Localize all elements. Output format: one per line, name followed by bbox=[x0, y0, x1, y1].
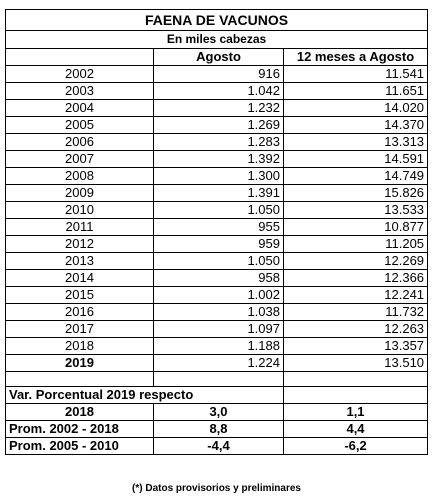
data-table bbox=[5, 9, 428, 455]
year-cell: 2005 bbox=[6, 117, 154, 134]
agosto-cell: 1.224 bbox=[154, 355, 284, 372]
doce-meses-cell: 12.269 bbox=[284, 253, 428, 270]
table-title: FAENA DE VACUNOS bbox=[6, 10, 428, 31]
doce-meses-cell: 13.533 bbox=[284, 202, 428, 219]
variation-doce-meses: 1,1 bbox=[284, 404, 428, 421]
year-cell: 2006 bbox=[6, 134, 154, 151]
table-row bbox=[6, 83, 428, 100]
variation-doce-meses: -6,2 bbox=[284, 438, 428, 455]
year-cell: 2019 bbox=[6, 355, 154, 372]
variation-heading: Var. Porcentual 2019 respecto bbox=[6, 387, 284, 404]
empty-cell bbox=[6, 372, 154, 387]
table-row bbox=[6, 185, 428, 202]
year-cell: 2018 bbox=[6, 338, 154, 355]
table-subtitle: En miles cabezas bbox=[6, 31, 428, 49]
agosto-cell: 958 bbox=[154, 270, 284, 287]
variation-doce-meses: 4,4 bbox=[284, 421, 428, 438]
header-blank bbox=[6, 49, 154, 66]
doce-meses-cell: 12.366 bbox=[284, 270, 428, 287]
year-cell: 2017 bbox=[6, 321, 154, 338]
agosto-cell: 959 bbox=[154, 236, 284, 253]
variation-agosto: -4,4 bbox=[154, 438, 284, 455]
empty-cell bbox=[284, 387, 428, 404]
doce-meses-cell: 13.313 bbox=[284, 134, 428, 151]
doce-meses-cell: 11.651 bbox=[284, 83, 428, 100]
table-row bbox=[6, 66, 428, 83]
doce-meses-cell: 11.205 bbox=[284, 236, 428, 253]
agosto-cell: 1.300 bbox=[154, 168, 284, 185]
livestock-slaughter-table bbox=[5, 9, 427, 455]
agosto-cell: 1.050 bbox=[154, 202, 284, 219]
table-row bbox=[6, 236, 428, 253]
agosto-cell: 916 bbox=[154, 66, 284, 83]
doce-meses-cell: 10.877 bbox=[284, 219, 428, 236]
year-cell: 2003 bbox=[6, 83, 154, 100]
doce-meses-cell: 14.370 bbox=[284, 117, 428, 134]
table-row bbox=[6, 168, 428, 185]
agosto-cell: 1.392 bbox=[154, 151, 284, 168]
variation-label: Prom. 2002 - 2018 bbox=[6, 421, 154, 438]
footnote: (*) Datos provisorios y preliminares bbox=[132, 483, 301, 494]
variation-row bbox=[6, 438, 428, 455]
table-row bbox=[6, 134, 428, 151]
table-row bbox=[6, 355, 428, 372]
variation-label: Prom. 2005 - 2010 bbox=[6, 438, 154, 455]
table-row bbox=[6, 253, 428, 270]
table-row bbox=[6, 219, 428, 236]
year-cell: 2016 bbox=[6, 304, 154, 321]
doce-meses-cell: 14.591 bbox=[284, 151, 428, 168]
agosto-cell: 1.042 bbox=[154, 83, 284, 100]
table-row bbox=[6, 304, 428, 321]
table-row bbox=[6, 321, 428, 338]
doce-meses-cell: 11.541 bbox=[284, 66, 428, 83]
title-row bbox=[6, 10, 428, 31]
header-row bbox=[6, 49, 428, 66]
agosto-cell: 1.269 bbox=[154, 117, 284, 134]
header-agosto: Agosto bbox=[154, 49, 284, 66]
doce-meses-cell: 14.749 bbox=[284, 168, 428, 185]
table-row bbox=[6, 338, 428, 355]
variation-label: 2018 bbox=[6, 404, 154, 421]
spacer-row bbox=[6, 372, 428, 387]
header-12-meses: 12 meses a Agosto bbox=[284, 49, 428, 66]
year-cell: 2002 bbox=[6, 66, 154, 83]
year-cell: 2008 bbox=[6, 168, 154, 185]
variation-agosto: 8,8 bbox=[154, 421, 284, 438]
agosto-cell: 1.097 bbox=[154, 321, 284, 338]
doce-meses-cell: 14.020 bbox=[284, 100, 428, 117]
table-row bbox=[6, 270, 428, 287]
year-cell: 2015 bbox=[6, 287, 154, 304]
doce-meses-cell: 13.357 bbox=[284, 338, 428, 355]
variation-row bbox=[6, 421, 428, 438]
table-row bbox=[6, 202, 428, 219]
agosto-cell: 1.232 bbox=[154, 100, 284, 117]
table-row bbox=[6, 117, 428, 134]
doce-meses-cell: 13.510 bbox=[284, 355, 428, 372]
variation-agosto: 3,0 bbox=[154, 404, 284, 421]
year-cell: 2014 bbox=[6, 270, 154, 287]
table-row bbox=[6, 287, 428, 304]
agosto-cell: 1.188 bbox=[154, 338, 284, 355]
year-cell: 2004 bbox=[6, 100, 154, 117]
year-cell: 2009 bbox=[6, 185, 154, 202]
doce-meses-cell: 11.732 bbox=[284, 304, 428, 321]
doce-meses-cell: 12.241 bbox=[284, 287, 428, 304]
year-cell: 2013 bbox=[6, 253, 154, 270]
agosto-cell: 955 bbox=[154, 219, 284, 236]
year-cell: 2012 bbox=[6, 236, 154, 253]
agosto-cell: 1.038 bbox=[154, 304, 284, 321]
year-cell: 2010 bbox=[6, 202, 154, 219]
doce-meses-cell: 12.263 bbox=[284, 321, 428, 338]
year-cell: 2007 bbox=[6, 151, 154, 168]
variation-heading-row bbox=[6, 387, 428, 404]
subtitle-row bbox=[6, 31, 428, 49]
variation-row bbox=[6, 404, 428, 421]
table-row bbox=[6, 100, 428, 117]
empty-cell bbox=[154, 372, 284, 387]
agosto-cell: 1.050 bbox=[154, 253, 284, 270]
agosto-cell: 1.283 bbox=[154, 134, 284, 151]
doce-meses-cell: 15.826 bbox=[284, 185, 428, 202]
agosto-cell: 1.391 bbox=[154, 185, 284, 202]
agosto-cell: 1.002 bbox=[154, 287, 284, 304]
table-row bbox=[6, 151, 428, 168]
year-cell: 2011 bbox=[6, 219, 154, 236]
empty-cell bbox=[284, 372, 428, 387]
